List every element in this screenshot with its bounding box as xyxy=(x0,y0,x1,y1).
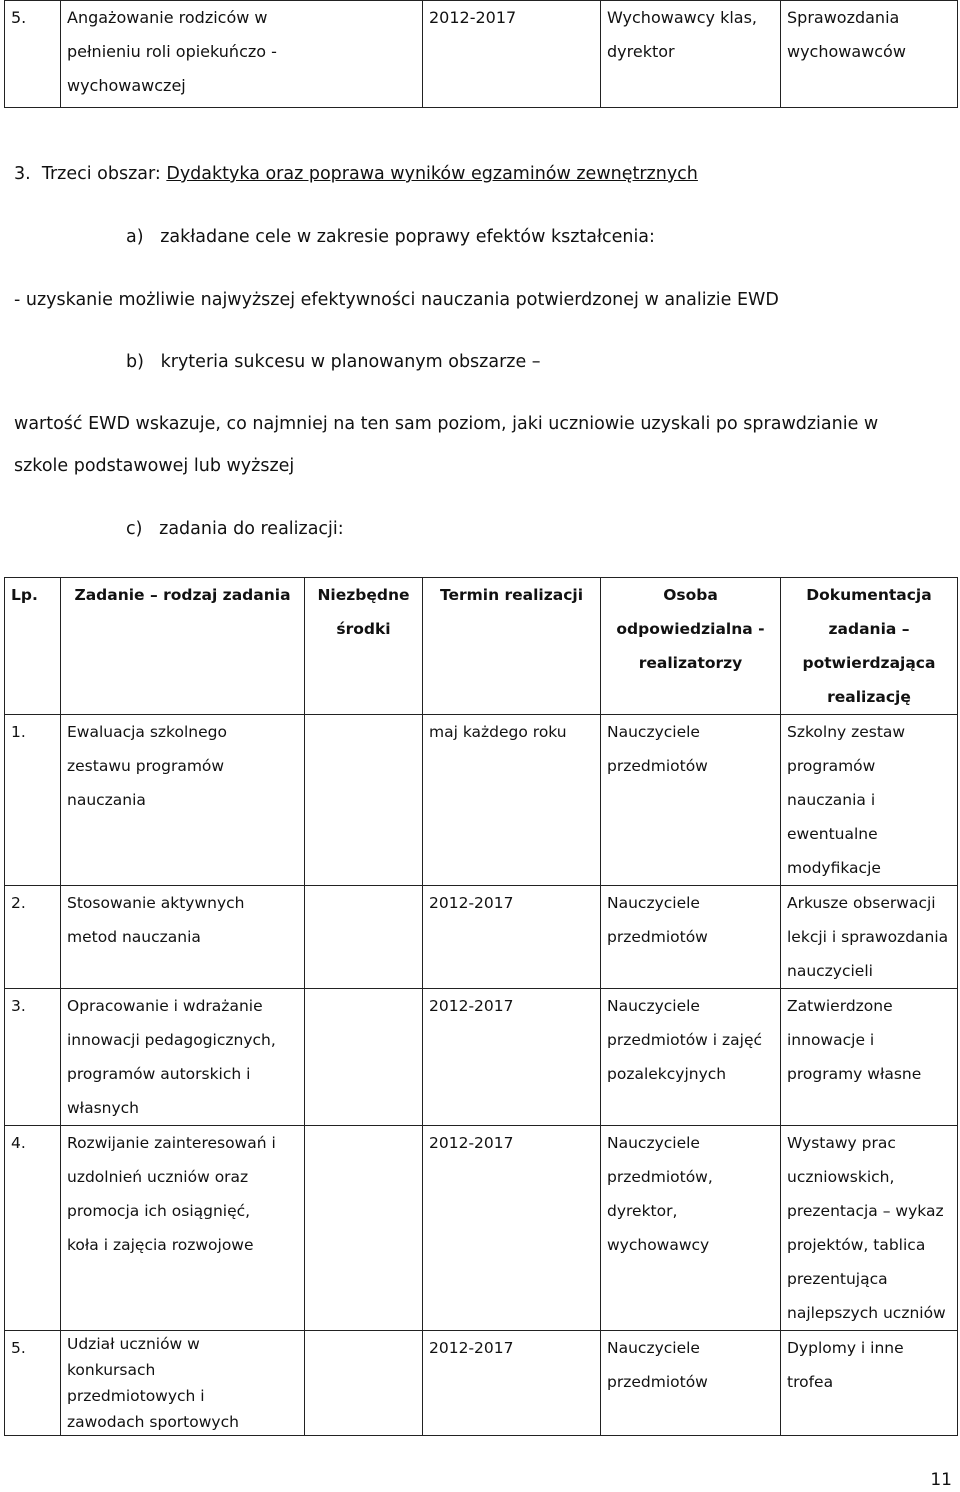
table-header-row xyxy=(5,578,958,715)
task-cell: Rozwijanie zainteresowań i uzdolnień uczniów oraz promocja ich osiągnięć, koła i zajęcia rozwojowe xyxy=(61,1126,305,1331)
person-cell: Nauczyciele przedmiotów xyxy=(601,1331,781,1436)
point-b-text-1: wartość EWD wskazuje, co najmniej na ten sam poziom, jaki uczniowie uzyskali po sprawdzianie w xyxy=(14,414,879,434)
doc-cell: Arkusze obserwacji lekcji i sprawozdania nauczycieli xyxy=(781,886,958,989)
task-cell: Angażowanie rodziców w pełnieniu roli opiekuńczo - wychowawczej xyxy=(61,1,423,108)
task-cell: Stosowanie aktywnych metod nauczania xyxy=(61,886,305,989)
row-number: 5. xyxy=(5,1331,61,1436)
doc-cell: Dyplomy i inne trofea xyxy=(781,1331,958,1436)
table-row xyxy=(5,1,958,108)
term-cell: 2012-2017 xyxy=(423,1126,601,1331)
means-cell xyxy=(305,989,423,1126)
continued-table xyxy=(4,0,958,108)
table-row xyxy=(5,1331,958,1436)
term-cell: maj każdego roku xyxy=(423,715,601,886)
header-doc: Dokumentacja zadania – potwierdzająca realizację xyxy=(781,578,958,715)
table-body xyxy=(5,715,958,1436)
row-number: 3. xyxy=(5,989,61,1126)
task-cell: Opracowanie i wdrażanie innowacji pedagogicznych, programów autorskich i własnych xyxy=(61,989,305,1126)
header-lp: Lp. xyxy=(5,578,61,715)
term-cell: 2012-2017 xyxy=(423,886,601,989)
row-number: 5. xyxy=(5,1,61,108)
person-cell: Nauczyciele przedmiotów i zajęć pozalekcyjnych xyxy=(601,989,781,1126)
term-cell: 2012-2017 xyxy=(423,989,601,1126)
tasks-table xyxy=(4,577,958,1436)
task-cell: Ewaluacja szkolnego zestawu programów nauczania xyxy=(61,715,305,886)
table-row xyxy=(5,1126,958,1331)
section-heading: 3. Trzeci obszar: Dydaktyka oraz poprawa wyników egzaminów zewnętrznych xyxy=(14,164,698,184)
page-number: 11 xyxy=(930,1470,952,1490)
table-row xyxy=(5,989,958,1126)
point-c: c) zadania do realizacji: xyxy=(126,519,344,539)
doc-cell: Zatwierdzone innowacje i programy własne xyxy=(781,989,958,1126)
doc-cell: Wystawy prac uczniowskich, prezentacja – wykaz projektów, tablica prezentująca najlepszych uczniów xyxy=(781,1126,958,1331)
task-cell: Udział uczniów w konkursach przedmiotowych i zawodach sportowych xyxy=(61,1331,305,1436)
point-a-text: - uzyskanie możliwie najwyższej efektywności nauczania potwierdzonej w analizie EWD xyxy=(14,290,779,310)
person-cell: Wychowawcy klas, dyrektor xyxy=(601,1,781,108)
person-cell: Nauczyciele przedmiotów xyxy=(601,886,781,989)
term-cell: 2012-2017 xyxy=(423,1331,601,1436)
header-person: Osoba odpowiedzialna - realizatorzy xyxy=(601,578,781,715)
header-task: Zadanie – rodzaj zadania xyxy=(61,578,305,715)
doc-cell: Szkolny zestaw programów nauczania i ewentualne modyfikacje xyxy=(781,715,958,886)
row-number: 2. xyxy=(5,886,61,989)
means-cell xyxy=(305,1331,423,1436)
means-cell xyxy=(305,886,423,989)
means-cell xyxy=(305,1126,423,1331)
header-means: Niezbędne środki xyxy=(305,578,423,715)
doc-cell: Sprawozdania wychowawców xyxy=(781,1,958,108)
section-title: Dydaktyka oraz poprawa wyników egzaminów zewnętrznych xyxy=(166,164,698,184)
table-row xyxy=(5,715,958,886)
person-cell: Nauczyciele przedmiotów, dyrektor, wychowawcy xyxy=(601,1126,781,1331)
row-number: 1. xyxy=(5,715,61,886)
term-cell: 2012-2017 xyxy=(423,1,601,108)
person-cell: Nauczyciele przedmiotów xyxy=(601,715,781,886)
row-number: 4. xyxy=(5,1126,61,1331)
header-term: Termin realizacji xyxy=(423,578,601,715)
point-b: b) kryteria sukcesu w planowanym obszarze – xyxy=(126,352,541,372)
point-b-text-2: szkole podstawowej lub wyższej xyxy=(14,456,295,476)
point-a: a) zakładane cele w zakresie poprawy efektów kształcenia: xyxy=(126,227,655,247)
means-cell xyxy=(305,715,423,886)
table-row xyxy=(5,886,958,989)
